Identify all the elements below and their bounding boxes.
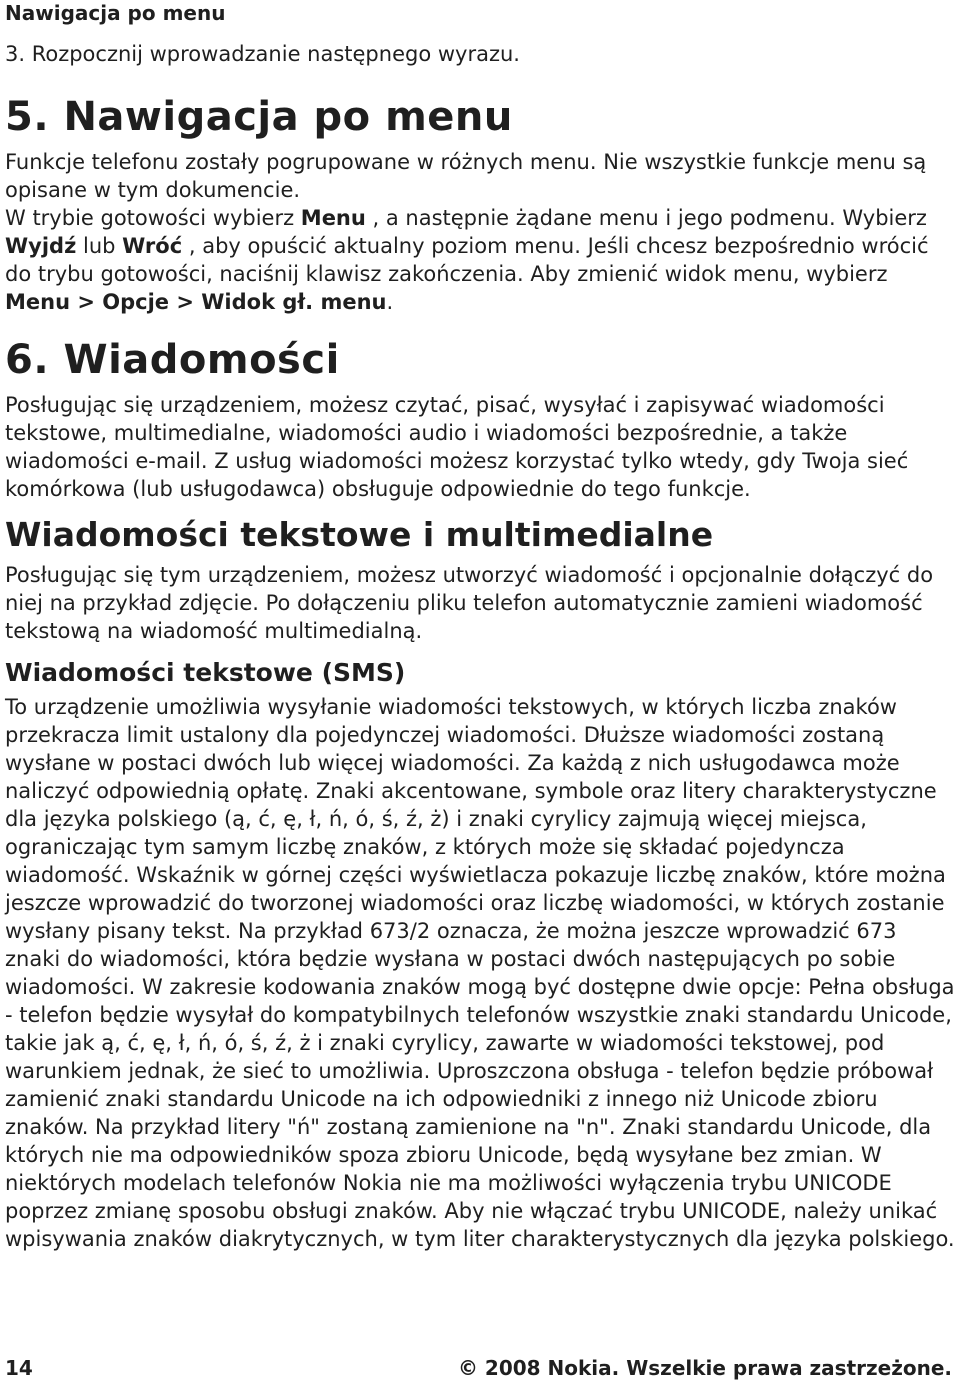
copyright-notice: © 2008 Nokia. Wszelkie prawa zastrzeżone. [457,1356,952,1380]
section-6-paragraph-1: Posługując się urządzeniem, możesz czytać, pisać, wysyłać i zapisywać wiadomości tekstowe, multimedialne, wiadomości audio i wiadomości bezpośrednie, a także wiadomości e-mail. Z usług wiadomości możesz korzystać tylko wtedy, gdy Twoja sieć komórkowa (lub usługodawca) obsługuje odpowiednie do tego funkcje. [5,393,909,501]
subsection-mms-paragraph-1: Posługując się tym urządzeniem, możesz utworzyć wiadomość i opcjonalnie dołączyć do niej na przykład zdjęcie. Po dołączeniu pliku telefon automatycznie zamieni wiadomość tekstową na wiadomość multimedialną. [5,563,934,643]
text-run: . [386,290,394,314]
section-5-heading: 5. Nawigacja po menu [5,94,513,140]
text-run: , aby opuścić aktualny poziom menu. Jeśli chcesz bezpośrednio wrócić do trybu gotowości, naciśnij klawisz zakończenia. Aby zmienić widok menu, wybierz [5,234,929,286]
text-run: , a następnie żądane menu i jego podmenu. Wybierz [365,206,927,230]
section-5-paragraph-1: Funkcje telefonu zostały pogrupowane w różnych menu. Nie wszystkie funkcje menu są opisane w tym dokumencie. [5,150,927,202]
wroc-label: Wróć [122,234,183,258]
subsection-sms-paragraph-1: To urządzenie umożliwia wysyłanie wiadomości tekstowych, w których liczba znaków przekracza limit ustalony dla pojedynczej wiadomości. Dłuższe wiadomości zostaną wysłane w postaci dwóch lub więcej wiadomości. Za każdą z nich usługodawca może naliczyć odpowiednią opłatę. Znaki akcentowane, symbole oraz litery charakterystyczne dla języka polskiego (ą, ć, ę, ł, ń, ó, ś, ź, ż) i znaki cyrylicy zajmują więcej miejsca, ograniczając tym samym liczbę znaków, z których może się składać pojedyncza wiadomość. Wskaźnik w górnej części wyświetlacza pokazuje liczbę znaków, które można jeszcze wprowadzić do tworzonej wiadomości oraz liczbę wiadomości, w których zostanie wysłany pisany tekst. Na przykład 673/2 oznacza, że można jeszcze wprowadzić 673 znaki do wiadomości, która będzie wysłana w postaci dwóch następujących po sobie wiadomości. W zakresie kodowania znaków mogą być dostępne dwie opcje: Pełna obsługa - telefon będzie wysyłał do kompatybilnych telefonów wszystkie znaki standardu Unicode, takie jak ą, ć, ę, ł, ń, ó, ś, ź, ż i znaki cyrylicy, zawarte w wiadomości tekstowej, pod warunkiem jednak, że sieć to umożliwia. Uproszczona obsługa - telefon będzie próbował zamienić znaki standardu Unicode na ich odpowiedniki z innego niż Unicode zbioru znaków. Na przykład litery "ń" zostaną zamienione na "n". Znaki standardu Unicode, dla których nie ma odpowiedników spoza zbioru Unicode, będą wysyłane bez zmian. W niektórych modelach telefonów Nokia nie ma możliwości wyłączenia trybu UNICODE poprzez zmianę sposobu obsługi znaków. Aby nie włączać trybu UNICODE, należy unikać wpisywania znaków diakrytycznych, w tym liter charakterystycznych dla języka polskiego. [5,695,955,1251]
section-6-heading: 6. Wiadomości [5,337,340,383]
menu-path: Menu > Opcje > Widok gł. menu [5,290,387,314]
subsection-sms-heading: Wiadomości tekstowe (SMS) [5,658,406,687]
section-5-paragraph-2 [5,204,955,316]
text-run: W trybie gotowości wybierz [5,206,301,230]
text-run: lub [76,234,123,258]
running-header: Nawigacja po menu [5,1,226,25]
page-number: 14 [5,1356,33,1380]
step-3: 3. Rozpocznij wprowadzanie następnego wyrazu. [5,42,520,66]
menu-label: Menu [300,206,366,230]
document-page [5,0,955,1253]
subsection-mms-heading: Wiadomości tekstowe i multimedialne [5,515,714,554]
wyjdz-label: Wyjdź [5,234,77,258]
